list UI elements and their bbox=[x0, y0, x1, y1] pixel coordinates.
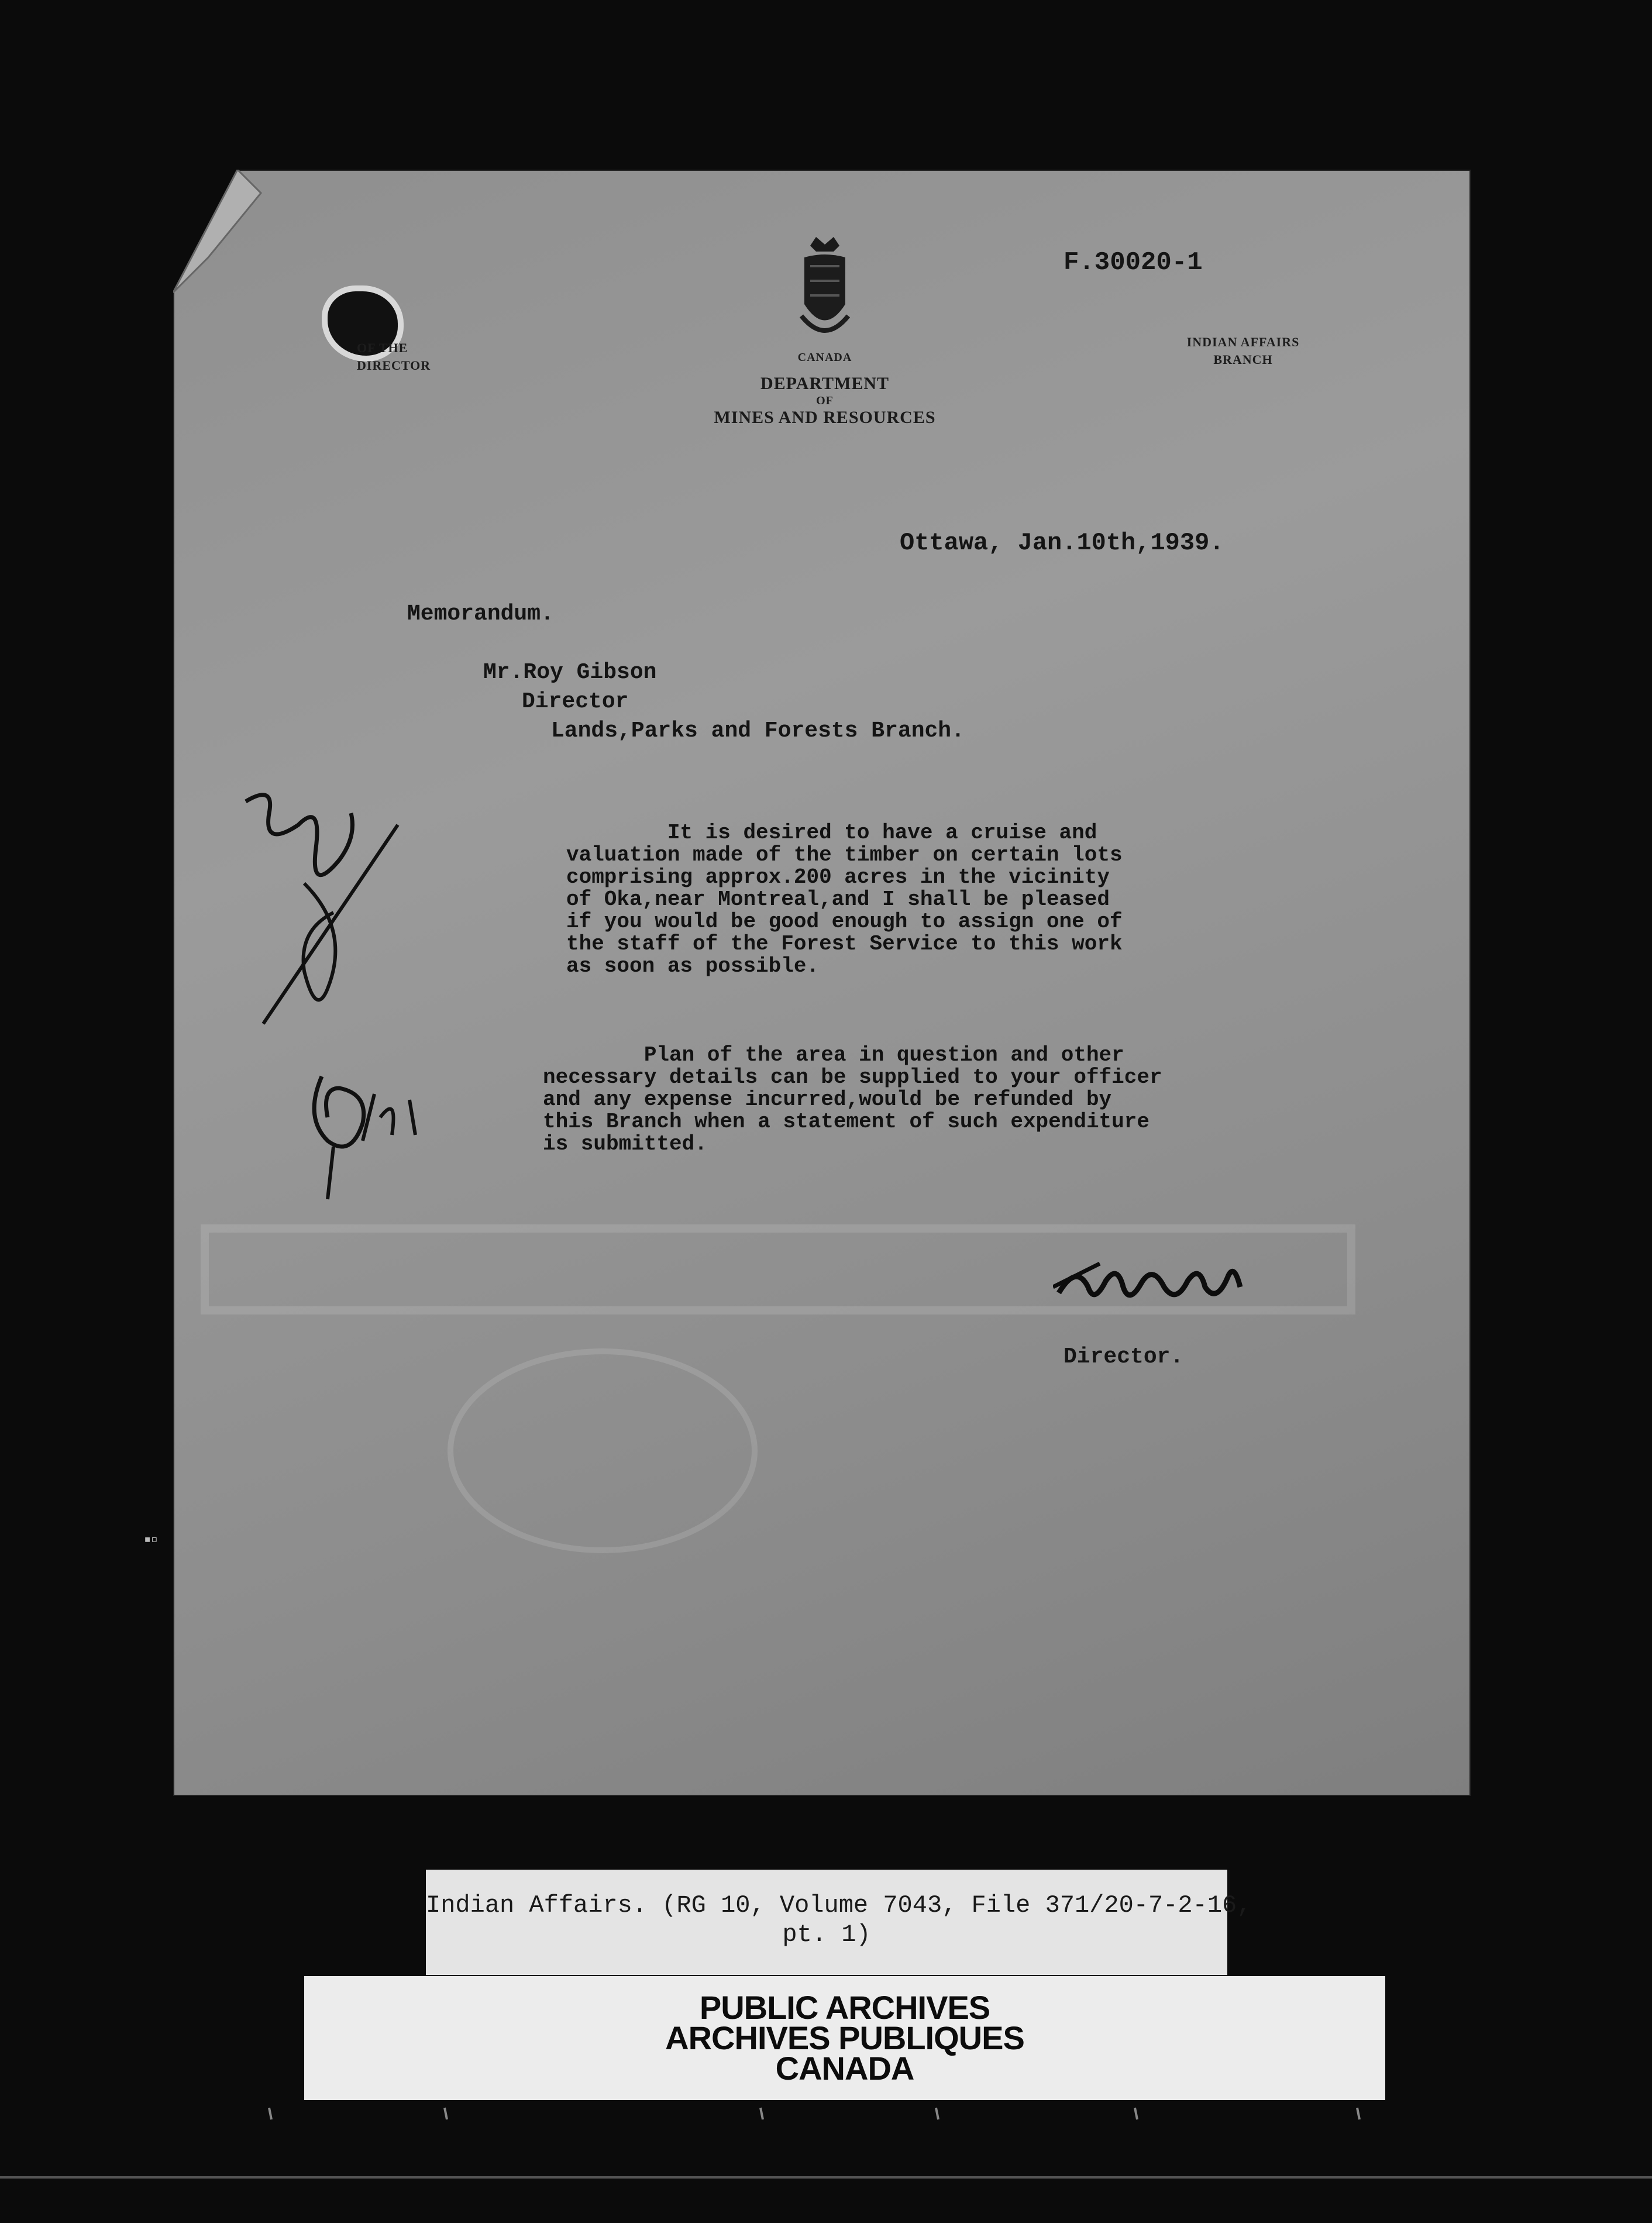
mines-resources-line: MINES AND RESOURCES bbox=[714, 408, 936, 427]
signature-title: Director. bbox=[1064, 1344, 1184, 1369]
film-frame-edge bbox=[0, 2176, 1652, 2179]
archives-line-french: ARCHIVES PUBLIQUES bbox=[665, 2019, 1024, 2056]
film-edge-marks bbox=[257, 2105, 1404, 2122]
director-signature bbox=[1053, 1252, 1252, 1316]
office-of-director-label: OF THE DIRECTOR bbox=[357, 340, 431, 373]
margin-mark: ▪▫ bbox=[144, 1532, 159, 1546]
memo-heading: Memorandum. bbox=[407, 601, 554, 627]
canada-label: CANADA bbox=[797, 351, 852, 364]
letter-date: Ottawa, Jan.10th,1939. bbox=[900, 529, 1224, 557]
department-line: DEPARTMENT bbox=[760, 374, 890, 393]
archives-label bbox=[304, 1989, 1385, 2087]
handwritten-initials bbox=[234, 778, 415, 1035]
archival-reference: Indian Affairs. (RG 10, Volume 7043, File 371/20-7-2-16, pt. 1) bbox=[426, 1891, 1252, 1949]
addressee-branch: Lands,Parks and Forests Branch. bbox=[551, 718, 965, 744]
folded-corner bbox=[173, 170, 278, 298]
handwritten-mark bbox=[298, 1059, 439, 1205]
archives-label-box bbox=[304, 1976, 1385, 2100]
department-of-line: OF bbox=[816, 394, 834, 407]
file-number: F.30020-1 bbox=[1064, 248, 1203, 277]
addressee-title: Director bbox=[522, 689, 629, 714]
archival-caption-box bbox=[426, 1870, 1252, 1975]
archives-line-english: PUBLIC ARCHIVES bbox=[699, 1989, 990, 2026]
archives-line-country: CANADA bbox=[775, 2050, 914, 2087]
addressee-name: Mr.Roy Gibson bbox=[483, 660, 657, 685]
body-paragraph-1: It is desired to have a cruise and valuation made of the timber on certain lots comprising approx.200 acres in the vicinity of Oka,near Montreal,and I shall be pleased if you would be good enough to assign one of the staff of the Forest Service to this work as soon as possible. bbox=[566, 821, 1123, 978]
indian-affairs-branch-label: INDIAN AFFAIRS BRANCH bbox=[1186, 335, 1300, 367]
department-label bbox=[702, 374, 948, 427]
coat-of-arms-icon bbox=[793, 234, 857, 345]
body-paragraph-2: Plan of the area in question and other necessary details can be supplied to your officer and any expense incurred,would be refunded by this Branch when a statement of such expenditure is submitted. bbox=[543, 1043, 1162, 1156]
